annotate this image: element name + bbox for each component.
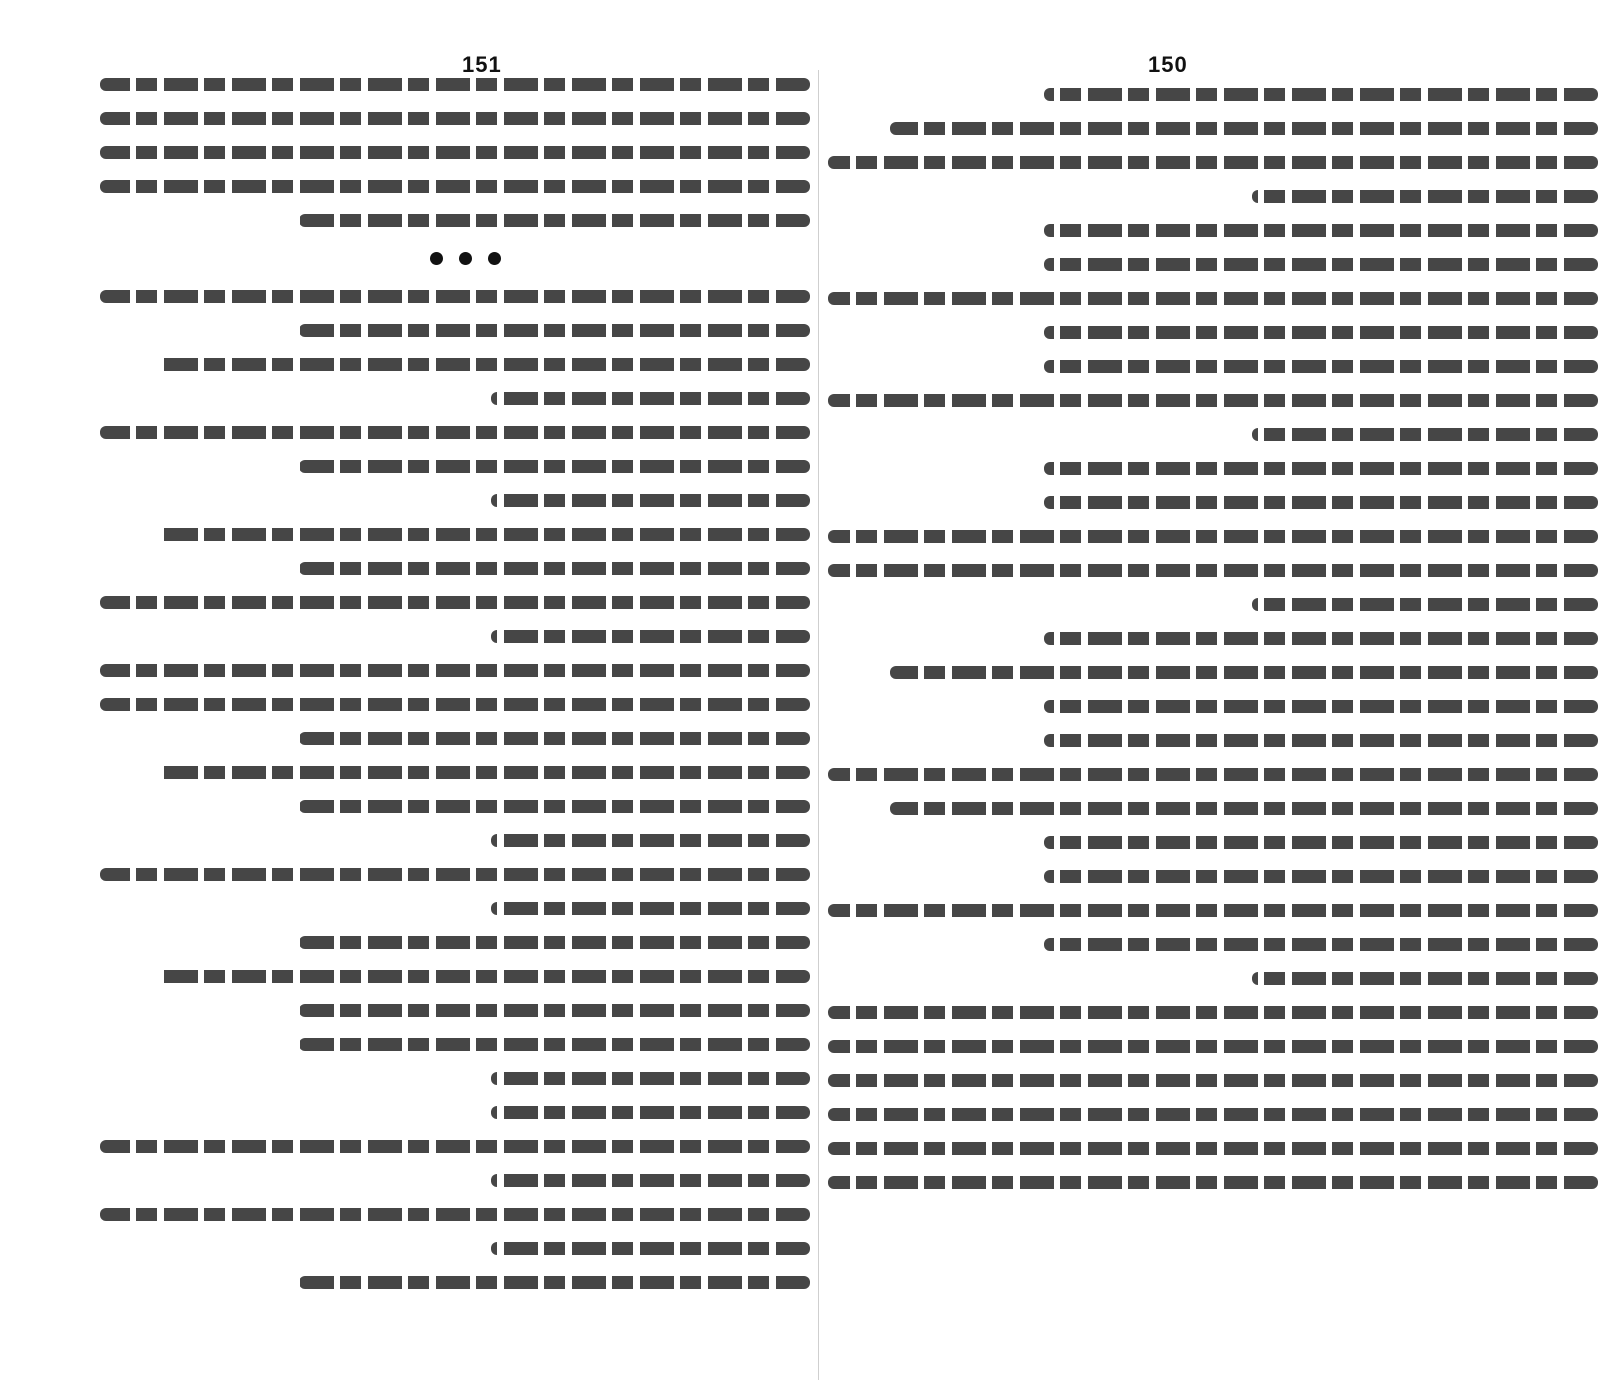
left-column-text bbox=[100, 290, 810, 1310]
left-column-top-text bbox=[100, 78, 810, 248]
separator-dot bbox=[430, 252, 443, 265]
page-150 bbox=[818, 0, 1600, 1387]
separator-dot bbox=[488, 252, 501, 265]
page-number-150: 150 bbox=[1148, 52, 1188, 77]
separator-dot bbox=[459, 252, 472, 265]
page-number-151: 151 bbox=[462, 52, 502, 77]
section-separator bbox=[430, 252, 501, 265]
right-column-text bbox=[828, 88, 1598, 1210]
